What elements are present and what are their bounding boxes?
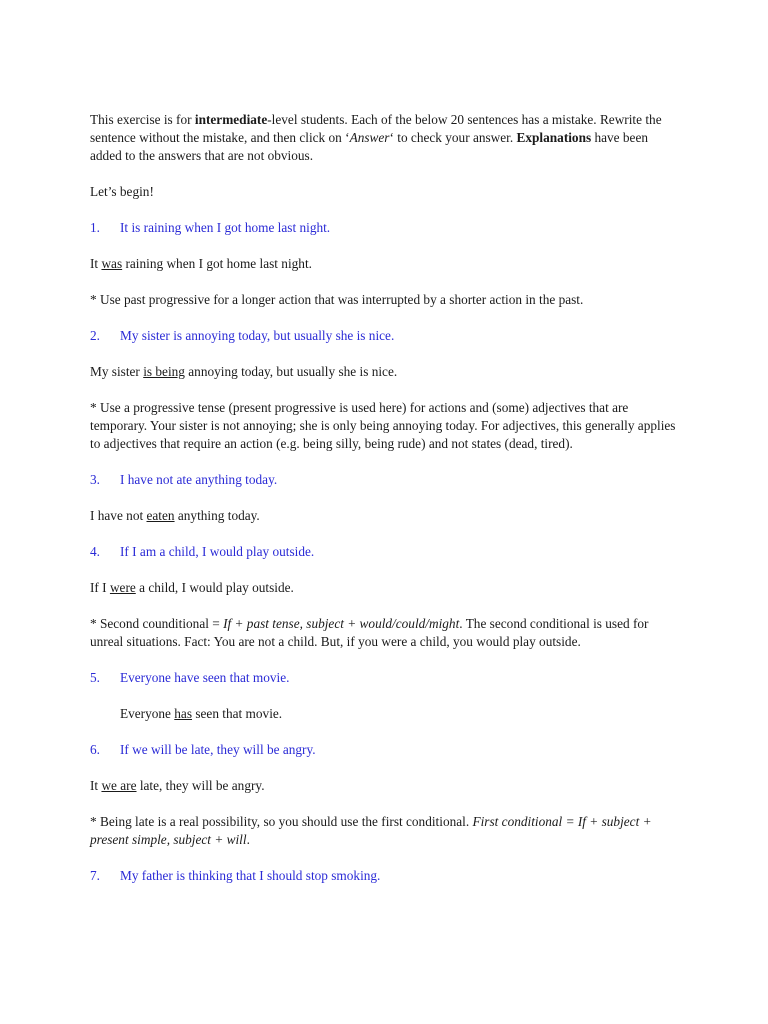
explanation-2: * Use a progressive tense (present progressive is used here) for actions and (some) adjectives that are temporary. Your sister is not annoying; she is only being annoying today. For adjectives, this generally applies to adjectives that require an action (e.g. being silly, being rude) and not states (dead, tired). (90, 400, 676, 451)
answer-text: anything today. (174, 508, 260, 523)
document-page (90, 111, 680, 903)
explanation-6 (90, 813, 680, 849)
question-text: If we will be late, they will be angry. (120, 742, 316, 757)
answer-correction: were (109, 580, 136, 595)
explanation-formula: If + past tense, subject + would/could/might (223, 616, 460, 631)
explanation-text: * Being late is a real possibility, so you should use the first conditional. (90, 814, 473, 829)
answer-correction: eaten (146, 508, 175, 523)
intro-answer-link-label: Answer (349, 130, 390, 145)
intro-bold-level: intermediate (194, 112, 268, 127)
question-number: 7. (90, 868, 100, 883)
answer-5 (90, 705, 680, 723)
answer-text: It (90, 778, 102, 793)
question-number: 2. (90, 328, 100, 343)
intro-text: ‘ to check your answer. (389, 130, 517, 145)
intro-text: This exercise is for (90, 112, 195, 127)
explanation-4 (90, 615, 680, 651)
answer-text: It (90, 256, 102, 271)
answer-correction: has (174, 706, 193, 721)
question-text: My sister is annoying today, but usually she is nice. (120, 328, 395, 343)
intro-text: -level students. Each of the below 20 sentences has a mistake. Rewrite the sentence without the mistake, and then click on ‘ (90, 112, 662, 145)
question-number: 6. (90, 742, 100, 757)
explanation-text: * Second counditional = (90, 616, 224, 631)
question-number: 1. (90, 220, 100, 235)
answer-text: raining when I got home last night. (122, 256, 312, 271)
question-text: It is raining when I got home last night. (120, 220, 331, 235)
intro-paragraph (90, 111, 680, 165)
intro-bold-explanations: Explanations (516, 130, 592, 145)
question-text: Everyone have seen that movie. (120, 670, 290, 685)
answer-text: My sister (90, 364, 144, 379)
answer-correction: we are (101, 778, 137, 793)
question-3 (90, 471, 680, 489)
answer-2 (90, 363, 680, 381)
question-number: 3. (90, 472, 100, 487)
question-text: If I am a child, I would play outside. (120, 544, 315, 559)
begin-text: Let’s begin! (90, 184, 154, 199)
question-number: 5. (90, 670, 100, 685)
intro-text: have been added to the answers that are not obvious. (90, 130, 649, 163)
explanation-formula: First conditional = If + subject + present simple, subject + will (90, 814, 652, 847)
answer-correction: was (101, 256, 123, 271)
answer-1 (90, 255, 680, 273)
question-6 (90, 741, 680, 759)
answer-text: I have not (90, 508, 147, 523)
question-number: 4. (90, 544, 100, 559)
explanation-text: . The second conditional is used for unreal situations. Fact: You are not a child. But, if you were a child, you would play outside. (90, 616, 649, 649)
answer-text: annoying today, but usually she is nice. (184, 364, 398, 379)
answer-text: If I (90, 580, 110, 595)
question-7 (90, 867, 680, 885)
question-1 (90, 219, 680, 237)
answer-text: seen that movie. (192, 706, 283, 721)
question-text: My father is thinking that I should stop smoking. (120, 868, 381, 883)
answer-text: late, they will be angry. (136, 778, 265, 793)
question-5 (90, 669, 680, 687)
answer-6 (90, 777, 680, 795)
question-2 (90, 327, 680, 345)
explanation-1: * Use past progressive for a longer action that was interrupted by a shorter action in the past. (90, 292, 584, 307)
question-4 (90, 543, 680, 561)
explanation-text: . (246, 832, 250, 847)
question-text: I have not ate anything today. (120, 472, 278, 487)
answer-correction: is being (143, 364, 185, 379)
answer-4 (90, 579, 680, 597)
answer-3 (90, 507, 680, 525)
answer-text: a child, I would play outside. (135, 580, 294, 595)
answer-text: Everyone (120, 706, 175, 721)
